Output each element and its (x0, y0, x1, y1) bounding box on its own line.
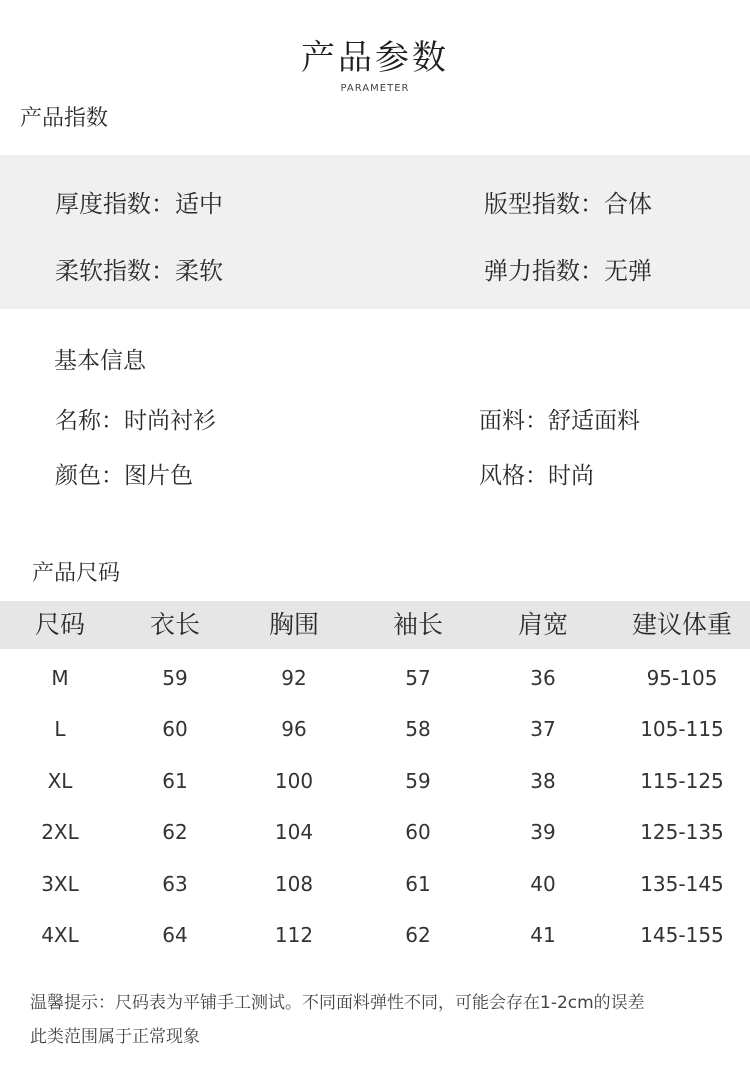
cell-shoulder: 41 (530, 923, 556, 947)
header-chest: 胸围 (268, 610, 319, 639)
index-section-label: 产品指数 (20, 106, 109, 131)
fit-index: 版型指数：合体 (484, 190, 652, 218)
cell-length: 61 (162, 769, 188, 793)
thickness-index: 厚度指数：适中 (55, 190, 223, 218)
cell-weight: 115-125 (640, 769, 724, 793)
cell-length: 63 (162, 872, 188, 896)
info-name: 名称：时尚衬衫 (55, 408, 216, 434)
cell-weight: 95-105 (646, 666, 718, 690)
cell-chest: 108 (274, 872, 314, 896)
note-line-1: 温馨提示：尺码表为平铺手工测试。不同面料弹性不同，可能会存在1-2cm的误差 (30, 993, 645, 1013)
header-weight: 建议体重 (631, 610, 732, 639)
table-row (0, 761, 750, 801)
cell-shoulder: 37 (530, 717, 556, 741)
page-title: 产品参数 (301, 38, 449, 78)
cell-size: M (51, 666, 69, 690)
cell-shoulder: 38 (530, 769, 556, 793)
cell-shoulder: 36 (530, 666, 556, 690)
cell-length: 62 (162, 820, 188, 844)
cell-sleeve: 57 (405, 666, 431, 690)
softness-index: 柔软指数：柔软 (55, 257, 223, 285)
cell-size: XL (47, 769, 73, 793)
cell-chest: 100 (274, 769, 314, 793)
cell-weight: 105-115 (640, 717, 724, 741)
elasticity-index: 弹力指数：无弹 (484, 257, 652, 285)
cell-shoulder: 39 (530, 820, 556, 844)
cell-length: 60 (162, 717, 188, 741)
cell-sleeve: 59 (405, 769, 431, 793)
size-table-header (0, 601, 750, 649)
header-length: 衣长 (149, 610, 200, 639)
cell-chest: 104 (274, 820, 314, 844)
cell-size: 3XL (41, 872, 79, 896)
cell-weight: 125-135 (640, 820, 724, 844)
table-row (0, 864, 750, 904)
header-shoulder: 肩宽 (517, 610, 568, 639)
size-section-label: 产品尺码 (32, 561, 121, 586)
cell-sleeve: 60 (405, 820, 431, 844)
info-style: 风格：时尚 (479, 463, 594, 489)
cell-sleeve: 58 (405, 717, 431, 741)
cell-chest: 112 (274, 923, 314, 947)
table-row (0, 658, 750, 698)
header-sleeve: 袖长 (392, 610, 443, 639)
cell-chest: 96 (281, 717, 307, 741)
cell-length: 64 (162, 923, 188, 947)
header-size: 尺码 (34, 610, 85, 639)
page-subtitle: PARAMETER (340, 83, 410, 94)
cell-length: 59 (162, 666, 188, 690)
table-row (0, 915, 750, 955)
table-row (0, 709, 750, 749)
cell-shoulder: 40 (530, 872, 556, 896)
cell-chest: 92 (281, 666, 307, 690)
cell-weight: 135-145 (640, 872, 724, 896)
basic-info-label: 基本信息 (54, 348, 146, 374)
cell-size: 2XL (41, 820, 79, 844)
cell-weight: 145-155 (640, 923, 724, 947)
cell-sleeve: 62 (405, 923, 431, 947)
table-row (0, 812, 750, 852)
cell-size: 4XL (41, 923, 79, 947)
note-line-2: 此类范围属于正常现象 (30, 1027, 200, 1047)
cell-sleeve: 61 (405, 872, 431, 896)
info-fabric: 面料：舒适面料 (479, 408, 640, 434)
info-color: 颜色：图片色 (55, 463, 193, 489)
cell-size: L (54, 717, 66, 741)
